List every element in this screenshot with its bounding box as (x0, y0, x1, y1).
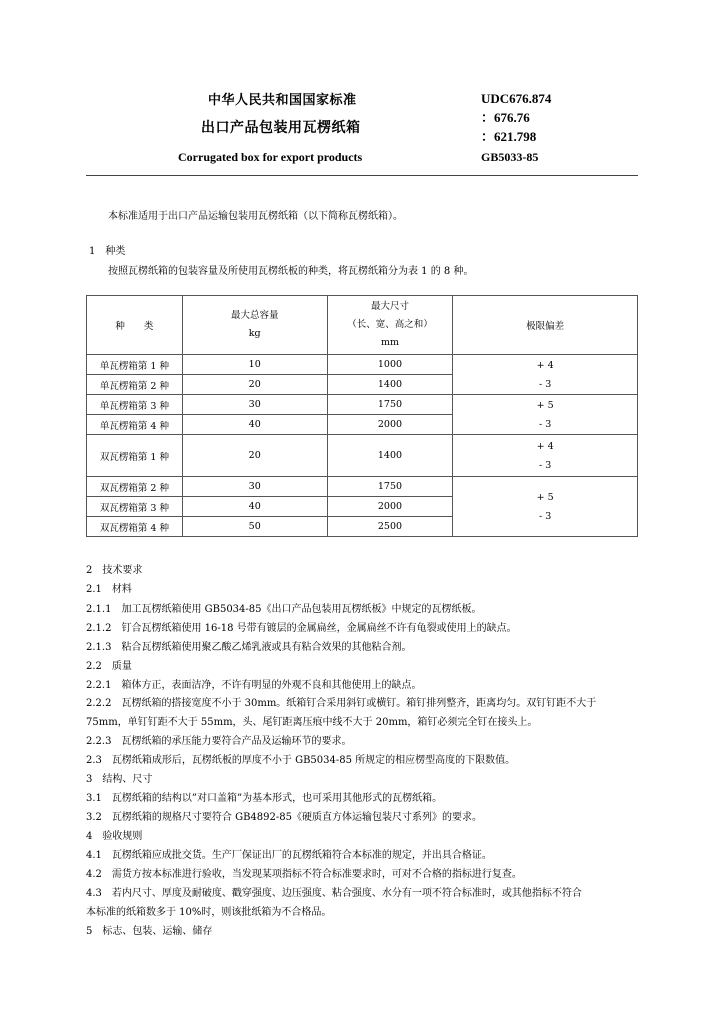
cell-deviation (453, 435, 638, 477)
intro-paragraph: 本标准适用于出口产品运输包装用瓦楞纸箱（以下简称瓦楞纸箱）。 (108, 211, 403, 222)
cell-size: 1750 (327, 395, 453, 415)
body-line: 2.3 瓦楞纸箱成形后，瓦楞纸板的厚度不小于 GB5034-85 所规定的相应楞型高度的下限数值。 (86, 755, 516, 766)
section-1-text: 按照瓦楞纸箱的包装容量及所使用瓦楞纸板的种类，将瓦楞纸箱分为表 1 的 8 种。 (108, 266, 474, 277)
deviation-minus: - 3 (539, 459, 552, 471)
header-kind: 种 类 (87, 296, 183, 355)
cell-size: 1750 (327, 477, 453, 497)
cell-kind: 双瓦楞箱第 2 种 (87, 477, 183, 497)
deviation-minus: - 3 (539, 510, 552, 522)
box-types-table (86, 295, 638, 537)
cell-kind: 单瓦楞箱第 3 种 (87, 395, 183, 415)
table-row (87, 355, 638, 375)
body-line: 2.2.3 瓦楞纸箱的承压能力要符合产品及运输环节的要求。 (86, 736, 352, 747)
table-row (87, 477, 638, 497)
table-row (87, 435, 638, 477)
standard-title: 中华人民共和国国家标准 (208, 93, 357, 108)
cell-capacity: 20 (182, 375, 327, 395)
cell-capacity: 30 (182, 395, 327, 415)
deviation-minus: - 3 (539, 418, 552, 430)
udc-line: ：676.76 (481, 110, 530, 125)
header-divider (86, 175, 638, 176)
table-row (87, 395, 638, 415)
body-line: 3.2 瓦楞纸箱的规格尺寸要符合 GB4892-85《硬质直方体运输包装尺寸系列》的要求。 (86, 812, 482, 823)
cell-kind: 单瓦楞箱第 4 种 (87, 415, 183, 435)
cell-deviation (453, 477, 638, 537)
english-title: Corrugated box for export products (178, 150, 363, 164)
deviation-plus: + 5 (536, 491, 554, 503)
body-line: 2 技术要求 (86, 565, 143, 576)
cell-deviation (453, 355, 638, 395)
body-line: 本标准的纸箱数多于 10%时，则该批纸箱为不合格品。 (86, 907, 332, 918)
header-size-note: （长、宽、高之和） (347, 319, 433, 330)
cell-capacity: 10 (182, 355, 327, 375)
body-line: 2.1.3 粘合瓦楞纸箱使用聚乙酸乙烯乳液或具有粘合效果的其他粘合剂。 (86, 642, 412, 653)
header-size-label: 最大尺寸 (370, 301, 409, 312)
body-line: 4 验收规则 (86, 831, 143, 842)
deviation-plus: + 5 (536, 399, 554, 411)
cell-size: 2000 (327, 415, 453, 435)
cell-capacity: 20 (182, 435, 327, 477)
cell-size: 2000 (327, 497, 453, 517)
body-line: 4.1 瓦楞纸箱应成批交货。生产厂保证出厂的瓦楞纸箱符合本标准的规定，并出具合格证。 (86, 850, 492, 861)
deviation-plus: + 4 (536, 440, 554, 452)
cell-capacity: 40 (182, 415, 327, 435)
cell-kind: 单瓦楞箱第 2 种 (87, 375, 183, 395)
udc-codes (481, 89, 551, 146)
body-line: 5 标志、包装、运输、储存 (86, 926, 213, 937)
cell-capacity: 40 (182, 497, 327, 517)
udc-line: ：621.798 (481, 129, 537, 144)
udc-line: UDC676.874 (481, 91, 552, 106)
header-capacity-label: 最大总容量 (230, 310, 279, 321)
header-deviation: 极限偏差 (453, 296, 638, 355)
body-line: 4.3 若内尺寸、厚度及耐破度、戳穿强度、边压强度、粘合强度、水分有一项不符合标准时，或其他指标不符合 (86, 888, 582, 899)
cell-size: 1400 (327, 375, 453, 395)
body-line: 2.1.1 加工瓦楞纸箱使用 GB5034-85《出口产品包装用瓦楞纸板》中规定的瓦楞纸板。 (86, 604, 482, 615)
cell-kind: 双瓦楞箱第 3 种 (87, 497, 183, 517)
cell-kind: 双瓦楞箱第 4 种 (87, 517, 183, 537)
cell-size: 1400 (327, 435, 453, 477)
body-line: 4.2 需货方按本标准进行验收，当发现某项指标不符合标准要求时，可对不合格的指标进行复查。 (86, 869, 522, 880)
section-1-heading: 1 种类 (89, 246, 126, 257)
header-size-unit: mm (380, 337, 399, 348)
body-line: 75mm，单钉钉距不大于 55mm，头、尾钉距离压痕中线不大于 20mm，箱钉必须完全钉在接头上。 (86, 717, 538, 728)
body-line: 2.2.1 箱体方正，表面洁净，不许有明显的外观不良和其他使用上的缺点。 (86, 680, 422, 691)
body-line: 3.1 瓦楞纸箱的结构以”对口盖箱”为基本形式，也可采用其他形式的瓦楞纸箱。 (86, 793, 443, 804)
cell-size: 1000 (327, 355, 453, 375)
deviation-plus: + 4 (536, 359, 554, 371)
cell-kind: 双瓦楞箱第 1 种 (87, 435, 183, 477)
deviation-minus: - 3 (539, 378, 552, 390)
cell-capacity: 30 (182, 477, 327, 497)
header-capacity (182, 296, 327, 355)
table-header-row (87, 296, 638, 355)
body-line: 2.1 材料 (86, 584, 132, 595)
body-line: 2.2 质量 (86, 661, 132, 672)
cell-capacity: 50 (182, 517, 327, 537)
cell-kind: 单瓦楞箱第 1 种 (87, 355, 183, 375)
body-line: 2.1.2 钉合瓦楞纸箱使用 16-18 号带有镀层的金属扁丝，金属扁丝不许有龟裂或使用上的缺点。 (86, 623, 517, 634)
document-title: 出口产品包装用瓦楞纸箱 (201, 120, 361, 136)
standard-code: GB5033-85 (481, 150, 539, 164)
header-capacity-unit: kg (248, 328, 261, 339)
cell-deviation (453, 395, 638, 435)
header-size (327, 296, 453, 355)
body-line: 2.2.2 瓦楞纸箱的搭接宽度不小于 30mm。纸箱钉合采用斜钉或横钉。箱钉排列整齐，距离均匀。双钉钉距不大于 (86, 698, 597, 709)
cell-size: 2500 (327, 517, 453, 537)
body-line: 3 结构、尺寸 (86, 774, 153, 785)
